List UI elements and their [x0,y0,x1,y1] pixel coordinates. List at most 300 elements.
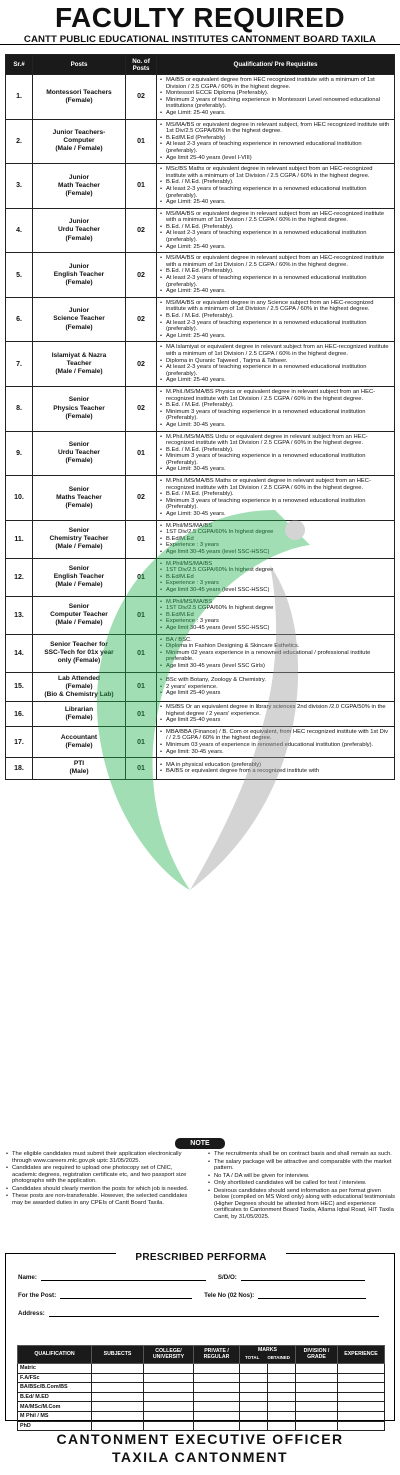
post-title-line: (Female) [65,190,93,197]
qualification-item: • Age Limit: 30-45 years. [159,422,391,429]
qualification-item: • Experience : 3 years [159,542,391,549]
row-post-count: 01 [126,634,157,672]
table-row [6,758,395,779]
qualification-item: • M.Phil./MS/MA/BS Physics or equivalent degree in relevant subject from an HEC-recognized institute with 1st Division / 2.5 CGPA / 60% in the highest degree. [159,389,391,402]
post-title-line: (Female) [65,457,93,465]
note-item: • These posts are non-transferable. However, the selected candidates may be awarded duties in any CPEIs of Cantt Board Taxila. [5,1193,193,1206]
qualification-cell[interactable] [240,1402,268,1412]
qualification-item: • Minimum 3 years of teaching experience in a renowned educational institution (Preferably). [159,453,391,466]
row-qualifications [157,208,395,253]
post-title-line: Accountant [60,733,98,741]
qualification-cell[interactable] [296,1392,338,1402]
qualification-cell[interactable] [296,1402,338,1412]
row-post-count: 01 [126,758,157,779]
qualification-item: • BSc with Botany, Zoology & Chemistry. [159,677,391,684]
qualification-item: • B.Ed. / M.Ed. (Preferably). [159,224,391,231]
qualification-cell[interactable] [240,1411,268,1421]
qualification-item: • MS/BS Or an equivalent degree in library sciences 2nd division /2.0 CGPA/50% in the highest degree / 2 years' experience. [159,704,391,717]
post-title-line: SSC-Tech for 01x year [44,648,114,656]
qualification-item: • Montessori ECCE Diploma (Preferably). [159,90,391,97]
row-post-title [33,431,126,476]
qualification-item: • Age limit 30-45 years (level SSC-HSSC) [159,549,391,556]
table-row [6,342,395,387]
row-post-count: 02 [126,476,157,521]
qualification-row [18,1392,385,1402]
post-title-line: Junior [68,173,90,181]
table-row [6,672,395,702]
qualification-item: • BA / BSC. [159,637,391,644]
post-title-line: Teacher [66,360,92,368]
qualification-cell[interactable] [194,1373,240,1383]
qualification-item: • B.Ed. / M.Ed. (Preferably). [159,268,391,275]
row-serial: 10. [6,476,33,521]
post-title-line: (Female) [65,96,93,104]
post-title-line: (Male / Female) [55,619,103,627]
qualification-cell[interactable] [296,1364,338,1374]
row-serial: 1. [6,75,33,120]
row-post-count: 01 [126,672,157,702]
qualification-level: MA/MSc/M.Com [18,1402,92,1412]
note-item: • The salary package will be attractive and comparable with the market pattern. [207,1159,395,1172]
post-title-line: Senior [68,396,90,404]
post-title-line: Montessori Teachers [46,88,112,96]
row-serial: 11. [6,520,33,558]
institution-subtitle: CANTT PUBLIC EDUCATIONAL INSTITUTES CANTONMENT BOARD TAXILA [23,34,377,45]
qualification-item: • Minimum 03 years of experience in renowned educational institution (preferably). [159,742,391,749]
row-qualifications [157,596,395,634]
qualification-item: • Age Limit: 25-40 years. [159,199,391,206]
qualification-item: • Age Limit: 25-40 years. [159,288,391,295]
qualification-cell[interactable] [144,1373,194,1383]
post-title-line: Lab Attended [58,674,100,682]
qualification-cell[interactable] [338,1364,385,1374]
qualification-cell[interactable] [268,1411,296,1421]
row-post-title [33,634,126,672]
qualification-item: • Age limit 25-40 years [159,717,391,724]
qualification-item: • MS/MA/BS or equivalent degree in relevant subject, from HEC recognized institute with 1st Div/2.5 CGPA/60% In the highest degree. [159,122,391,135]
qualification-row [18,1364,385,1374]
qualification-cell[interactable] [92,1364,144,1374]
qualification-cell[interactable] [296,1411,338,1421]
header-qualification: Qualification/ Pre Requisites [157,55,395,75]
table-row [6,726,395,757]
row-serial: 15. [6,672,33,702]
qualification-item: • MSc/BS Maths or equivalent degree in relevant subject from an HEC-recognized institute with a minimum of 1st Division / 2.5 CGPA / 60% in the highest degree. [159,166,391,179]
post-title-line: (Female) [65,714,93,721]
row-serial: 18. [6,758,33,779]
table-row [6,164,395,209]
qualification-item: • Minimum 3 years of teaching experience in a renowned educational institution (Preferably). [159,498,391,511]
qualification-item: • Minimum 2 years of teaching experience in Montessori Level renowned educational institutions (preferably). [159,97,391,110]
qualification-cell[interactable] [338,1373,385,1383]
qualification-cell[interactable] [144,1364,194,1374]
qualification-item: • Experience : 3 years [159,580,391,587]
row-post-title [33,726,126,757]
note-left-column [5,1151,193,1221]
row-qualifications [157,672,395,702]
qualification-cell[interactable] [338,1411,385,1421]
row-post-count: 01 [126,702,157,727]
post-title-line: (Male / Female) [55,145,103,153]
qualification-item: • 1ST Div/2.5 CGPA/60% In highest degree [159,529,391,536]
tele-line[interactable] [258,1292,366,1299]
qualification-row [18,1402,385,1412]
name-label: Name: [18,1274,37,1281]
row-post-title [33,758,126,779]
row-qualifications [157,702,395,727]
row-serial: 14. [6,634,33,672]
post-title-line: Junior [68,307,90,315]
qualification-item: • BA/BS or equivalent degree from a recognized institute with [159,768,391,775]
qualification-cell[interactable] [240,1383,268,1393]
header [0,0,400,45]
qualification-item: • B.Ed. / M.Ed. (Preferably). [159,313,391,320]
row-post-count: 02 [126,208,157,253]
qualification-item: • 2 years' experience. [159,684,391,691]
row-serial: 4. [6,208,33,253]
row-qualifications [157,297,395,342]
qualification-item: • Age limit: 30-45 years. [159,749,391,756]
qualification-item: • Experience : 3 years [159,618,391,625]
qualification-table [17,1345,385,1431]
sdo-label: S/D/O: [217,1274,237,1281]
row-serial: 6. [6,297,33,342]
row-serial: 5. [6,253,33,298]
edu-header-college: COLLEGE/ UNIVERSITY [144,1346,194,1364]
post-title-line: Senior [68,485,90,493]
qualification-level: M Phil / MS [18,1411,92,1421]
row-serial: 7. [6,342,33,387]
post-title-line: Science Teacher [53,315,105,323]
post-title-line: English Teacher [53,572,105,580]
post-title-line: Junior [68,262,90,270]
qualification-item: • MA in physical education (preferably) [159,762,391,769]
prescribed-performa [5,1252,395,1429]
row-serial: 3. [6,164,33,209]
edu-header-marks-total: TOTAL [245,1355,260,1360]
qualification-item: • MA Islamiyat or equivalent degree in relevant subject from an HEC-recognized institute with a minimum of 1st Division / 2.5 CGPA / 60% in the highest degree. [159,344,391,357]
qualification-level: F.A/FSc [18,1373,92,1383]
post-title-line: Physics Teacher [53,404,105,412]
qualification-cell[interactable] [144,1402,194,1412]
edu-header-subjects: SUBJECTS [92,1346,144,1364]
row-qualifications [157,520,395,558]
edu-header-qualification: QUALIFICATION [18,1346,92,1364]
post-title-line: Senior [68,440,90,448]
qualification-item: • B.Ed/M.Ed [159,574,391,581]
performa-title: PRESCRIBED PERFORMA [116,1251,286,1265]
qualification-item: • B.Ed. / M.Ed. (Preferably). [159,491,391,498]
row-qualifications [157,726,395,757]
header-no-of-posts: No. of Posts [126,55,157,75]
row-serial: 16. [6,702,33,727]
qualification-item: • Age Limit: 25-40 years. [159,377,391,384]
qualification-cell[interactable] [92,1392,144,1402]
qualification-item: • Diploma in Fashion Designing & Skincare Esthetics. [159,643,391,650]
post-title-line: Islamiyat & Nazra [51,351,107,359]
qualification-item: • At least 2-3 years of teaching experience in a renowned educational institution (preferably). [159,364,391,377]
post-title-line: Senior [68,564,90,572]
qualification-item: • MA/BS or equivalent degree from HEC recognized institute with a minimum of 1st Division / 2.5 CGPA / 60% in the highest degree. [159,77,391,90]
qualification-cell[interactable] [240,1364,268,1374]
post-title-line: (Male / Female) [55,368,103,376]
sdo-line[interactable] [241,1274,365,1281]
row-post-title [33,558,126,596]
qualification-cell[interactable] [268,1364,296,1374]
table-row [6,297,395,342]
qualification-cell[interactable] [194,1364,240,1374]
row-post-count: 01 [126,726,157,757]
row-post-title [33,208,126,253]
qualification-cell[interactable] [194,1411,240,1421]
post-title-line: Librarian [64,705,94,713]
table-row [6,253,395,298]
qualification-cell[interactable] [240,1373,268,1383]
post-title-line: Computer Teacher [50,610,108,618]
qualification-item: • At least 2-3 years of teaching experience in a renowned educational institution (preferably). [159,275,391,288]
row-serial: 9. [6,431,33,476]
row-qualifications [157,119,395,164]
edu-header-private: PRIVATE / REGULAR [194,1346,240,1364]
qualification-item: • M.Phil./MS/MA/BS Maths or equivalent degree in relevant subject from an HEC-recognized institute with 1st Division / 2.5 CGPA / 60% in the highest degree. [159,478,391,491]
qualification-cell[interactable] [296,1373,338,1383]
qualification-item: • B.Ed/M.Ed [159,612,391,619]
qualification-item: • B.Ed. / M.Ed. (Preferably). [159,402,391,409]
qualification-item: • M.Phil/MS/MA/BS [159,523,391,530]
qualification-item: • Age Limit: 30-45 years. [159,511,391,518]
row-post-count: 02 [126,75,157,120]
row-post-title [33,386,126,431]
row-post-count: 02 [126,297,157,342]
qualification-cell[interactable] [92,1402,144,1412]
post-title-line: Urdu Teacher [57,226,100,234]
qualification-cell[interactable] [268,1383,296,1393]
row-serial: 8. [6,386,33,431]
row-qualifications [157,476,395,521]
qualification-item: • Age Limit: 25-40 years. [159,244,391,251]
qualification-cell[interactable] [144,1383,194,1393]
row-qualifications [157,386,395,431]
row-post-title [33,164,126,209]
table-row [6,208,395,253]
post-title-line: Senior Teacher for [50,640,108,648]
qualification-item: • Age limit 30-45 years (level SSC-HSSC) [159,625,391,632]
post-title-line: English Teacher [53,270,105,278]
qualification-item: • M.Phil/MS/MA/BS [159,599,391,606]
qualification-cell[interactable] [338,1402,385,1412]
row-qualifications [157,342,395,387]
qualification-cell[interactable] [268,1373,296,1383]
post-title-line: Urdu Teacher [57,449,100,457]
tele-label: Tele No (02 Nos): [204,1292,255,1299]
qualification-table-body [18,1364,385,1431]
qualification-item: • Minimum 02 years experience in a renowned educational / professional institute preferable. [159,650,391,663]
row-post-count: 01 [126,431,157,476]
table-row [6,558,395,596]
qualification-cell[interactable] [268,1392,296,1402]
qualification-item: • 1ST Div/2.5 CGPA/60% In highest degree [159,605,391,612]
post-title-line: (Bio & Chemistry Lab) [44,690,114,698]
qualification-item: • Age Limit: 30-45 years. [159,466,391,473]
footer-location: TAXILA CANTONMENT [112,1449,288,1465]
qualification-cell[interactable] [92,1373,144,1383]
post-field-row [18,1292,366,1299]
post-title-line: Junior Teachers- [52,129,106,137]
note-label: NOTE [175,1138,225,1149]
post-title-line: Chemistry Teacher [49,535,109,542]
qualification-cell[interactable] [338,1383,385,1393]
edu-header-marks-obtained: OBTAINED [267,1355,290,1360]
qualification-level: B.Ed/ M.ED [18,1392,92,1402]
qualification-item: • B.Ed. / M.Ed. (Preferably). [159,447,391,454]
row-serial: 12. [6,558,33,596]
qualification-cell[interactable] [92,1411,144,1421]
row-post-title [33,253,126,298]
post-title-line: Senior [68,526,90,534]
qualification-level: Matric [18,1364,92,1374]
qualification-item: • Diploma in Quranic Tajweed , Tarjma & Tafseer. [159,358,391,365]
footer [0,1430,400,1466]
qualification-item: • B.Ed/M.Ed [159,536,391,543]
qualification-row [18,1411,385,1421]
row-qualifications [157,558,395,596]
post-title-line: (Male / Female) [55,581,103,589]
address-label: Address: [18,1310,45,1317]
row-post-title [33,476,126,521]
row-post-title [33,297,126,342]
post-title-line: (Male / Female) [55,543,103,551]
qualification-cell[interactable] [92,1383,144,1393]
qualification-cell[interactable] [194,1402,240,1412]
row-post-count: 02 [126,386,157,431]
row-post-title [33,596,126,634]
qualification-item: • MS/MA/BS or equivalent degree in relevant subject from an HEC-recognized institute with a minimum of 1st Division / 2.5 CGPA / 60% in the highest degree. [159,255,391,268]
qualification-item: • Age limit 30-45 years (level SSC Girls) [159,663,391,670]
qualification-item: • Minimum 3 years of teaching experience in a renowned educational institution (Preferably). [159,409,391,422]
qualification-item: • MS/MA/BS or equivalent degree in any Science subject from an HEC-recognized institute with a minimum of 1st Division / 2.5 CGPA / 60% in the highest degree. [159,300,391,313]
post-title-line: (Female) [65,742,93,750]
table-row [6,520,395,558]
row-post-count: 01 [126,558,157,596]
post-title-line: (Female) [65,234,93,242]
qualification-cell[interactable] [240,1392,268,1402]
qualification-level: BA/BSc/B.Com/BS [18,1383,92,1393]
qualification-cell[interactable] [194,1383,240,1393]
qualification-level: PhD [18,1421,92,1431]
note-item: • Desirous candidates should send information as per format given below (compiled on MS Word only) along with educational testimonials (Higher Degrees should be attested from HEC) and experience certificates to Cantonment Board Taxila, Allama Iqbal Road, HIT Taxila Cantt, by 31/05/2025. [207,1188,395,1221]
qualification-item: • B.Ed. / M.Ed. (Preferably). [159,179,391,186]
row-post-count: 01 [126,164,157,209]
posts-table-body [6,75,395,780]
row-qualifications [157,634,395,672]
post-title-line: PTI [73,760,85,768]
row-qualifications [157,75,395,120]
row-serial: 17. [6,726,33,757]
post-title-line: (Male) [69,768,89,776]
note-item: • Candidates should clearly mention the posts for which job is needed. [5,1186,193,1193]
row-post-count: 01 [126,119,157,164]
row-post-count: 01 [126,596,157,634]
post-title-line: (Female) [65,412,93,420]
row-post-count: 02 [126,253,157,298]
post-line[interactable] [60,1292,192,1299]
row-post-title [33,75,126,120]
edu-header-marks [240,1346,296,1364]
row-post-title [33,342,126,387]
qualification-cell[interactable] [296,1383,338,1393]
header-posts: Posts [33,55,126,75]
qualification-item: • At least 2-3 years of teaching experience in a renowned educational institution (preferably). [159,186,391,199]
footer-office: CANTONMENT EXECUTIVE OFFICER [56,1431,344,1447]
qualification-item: • M.Phil/MS/MA/BS [159,561,391,568]
row-qualifications [157,431,395,476]
qualification-row [18,1383,385,1393]
qualification-cell[interactable] [268,1402,296,1412]
qualification-item: • MBA/BBA (Finance) / B. Com or equivalent, from HEC recognized institute with 1st Div / / 2.5 CGPA / 60% in the highest degree. [159,729,391,742]
qualification-item: • At least 2-3 years of teaching experience in a renowned educational institution (preferably). [159,230,391,243]
qualification-cell[interactable] [144,1411,194,1421]
row-serial: 2. [6,119,33,164]
row-post-title [33,672,126,702]
qualification-cell[interactable] [144,1392,194,1402]
address-line[interactable] [49,1310,379,1317]
row-qualifications [157,253,395,298]
row-post-count: 02 [126,342,157,387]
note-item: • No TA / DA will be given for interview. [207,1173,395,1180]
qualification-item: • Age Limit: 25-40 years. [159,333,391,340]
post-title-line: Computer [63,137,95,145]
name-line[interactable] [41,1274,206,1281]
address-field-row [18,1310,379,1317]
post-title-line: (Female) [65,501,93,509]
row-post-title [33,702,126,727]
header-sr: Sr.# [6,55,33,75]
post-title-line: (Female) [65,279,93,287]
edu-header-division: DIVISION / GRADE [296,1346,338,1364]
table-row [6,596,395,634]
table-row [6,702,395,727]
post-title-line: Maths Teacher [56,493,102,501]
qualification-item: • At least 2-3 years of teaching experience in renowned educational institution (preferably). [159,141,391,154]
post-title-line: (Female) [65,323,93,331]
qualification-item: • Age Limit: 25-40 years. [159,110,391,117]
qualification-cell[interactable] [194,1392,240,1402]
note-item: • Only shortlisted candidates will be called for test / interview. [207,1180,395,1187]
note-item: • The recruitments shall be on contract basis and shall remain as such. [207,1151,395,1158]
qualification-row [18,1373,385,1383]
qualification-item: • Age limit 30-45 years (level SSC-HSSC) [159,587,391,594]
post-title-line: Junior [68,218,90,226]
post-label: For the Post: [18,1292,57,1299]
row-serial: 13. [6,596,33,634]
row-qualifications [157,164,395,209]
row-qualifications [157,758,395,779]
row-post-count: 01 [126,520,157,558]
edu-header-experience: EXPERIENCE [338,1346,385,1364]
table-row [6,75,395,120]
qualification-item: • M.Phil./MS/MA/BS Urdu or equivalent degree in relevant subject from an HEC-recognized institute with 1st Division / 2.5 CGPA / 60% in the highest degree. [159,434,391,447]
post-title-line: (Female) [65,682,93,690]
qualification-item: • B.Ed/M.Ed (Preferably) [159,135,391,142]
page-title: FACULTY REQUIRED [54,2,346,33]
note-item: • The eligible candidates must submit their application electronically through www.careers.mlc.gov.pk uptc 31/05/2025. [5,1151,193,1164]
row-post-title [33,520,126,558]
qualification-item: • Age limit 25-40 years [159,690,391,697]
qualification-cell[interactable] [338,1392,385,1402]
post-title-line: only (Female) [57,657,101,665]
qualification-item: • Age limit 25-40 years (level I-VIII) [159,155,391,162]
table-row [6,634,395,672]
